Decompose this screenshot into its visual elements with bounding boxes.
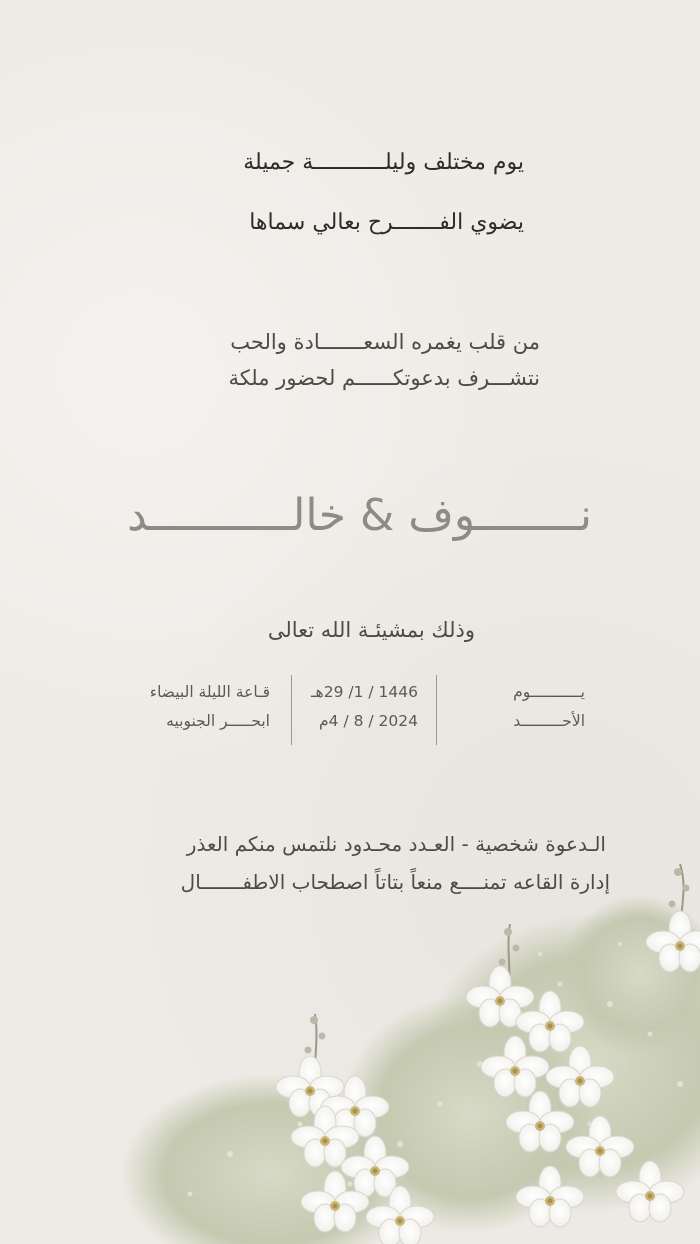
couple-names: نــــــــوف & خالـــــــــــد xyxy=(127,490,592,541)
venue-location: ابحـــــر الجنوبيه xyxy=(166,712,270,730)
venue-name: قـاعة الليلة البيضاء xyxy=(149,683,270,701)
blessing-text: وذلك بمشيئـة الله تعالى xyxy=(267,618,475,642)
divider-2 xyxy=(291,675,292,745)
day-value: الأحـــــــــد xyxy=(513,712,585,730)
poem-line-2: يضوي الفـــــــرح بعالي سماها xyxy=(249,210,524,235)
orchid-bouquet-decoration xyxy=(0,864,700,1244)
day-label: يـــــــــــوم xyxy=(513,683,585,701)
intro-line-2: نتشـــرف بدعوتكــــــم لحضور ملكة xyxy=(228,366,540,390)
poem-line-1: يوم مختلف وليلـــــــــــة جميلة xyxy=(243,150,524,175)
note-line-2: إدارة القاعه تمنــــع منعاً بتاتاً اصطحاب الاطفـــــــال xyxy=(180,870,610,894)
date-gregorian: 2024 / 8 / 4م xyxy=(319,712,418,730)
date-hijri: 1446 / 1/ 29هـ xyxy=(310,683,418,701)
divider-1 xyxy=(436,675,437,745)
note-line-1: الـدعوة شخصية - العـدد محـدود نلتمس منكم العذر xyxy=(186,832,606,856)
intro-line-1: من قلب يغمره السعـــــــادة والحب xyxy=(230,330,540,354)
